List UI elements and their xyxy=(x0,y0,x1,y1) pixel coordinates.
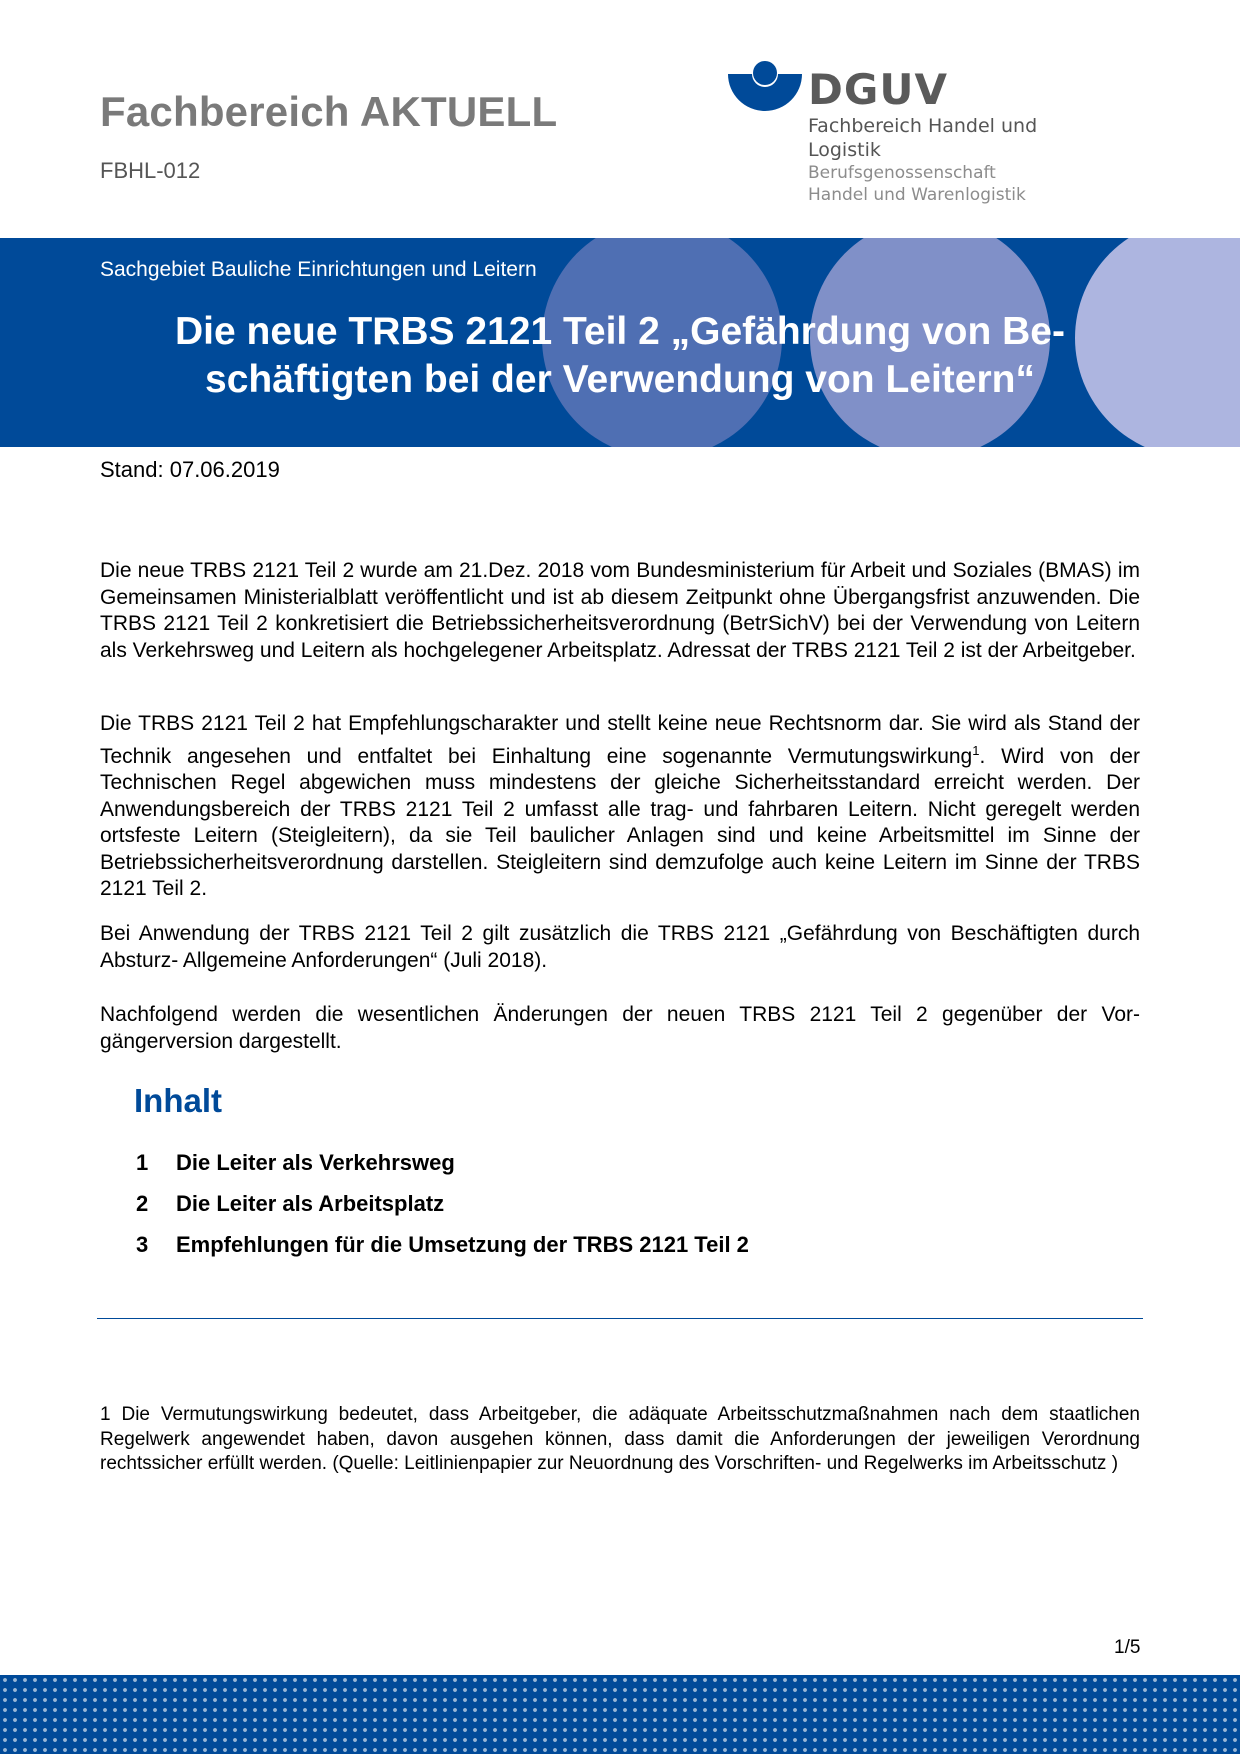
title-line-2: schäftigten bei der Verwendung von Leitern“ xyxy=(205,358,1035,401)
toc-item-label: Empfehlungen für die Umsetzung der TRBS 2121 Teil 2 xyxy=(176,1232,749,1257)
toc-item-label: Die Leiter als Verkehrsweg xyxy=(176,1150,455,1175)
toc-item[interactable] xyxy=(136,1150,749,1191)
logo-division: Fachbereich Handel und Logistik xyxy=(808,115,1038,161)
toc-item[interactable] xyxy=(136,1232,749,1273)
paragraph-2-end: . Wird von der Technischen Regel abgewichen muss mindestens der gleiche Sicherheitsstandard erreicht werden. Der Anwendungsbereich der TRBS 2121 Teil 2 umfasst alle trag- und fahrbaren Leitern. Nicht geregelt werden ortsfeste Leitern (Steigleitern), da sie Teil baulicher Anlagen sind und keine Arbeitsmittel im Sinne der Betriebssicherheitsverordnung darstellen. Steigleitern sind demzufolge auch keine Leitern im Sinne der TRBS 2121 Teil 2. xyxy=(100,744,1140,900)
dguv-logo-icon xyxy=(726,60,806,120)
stand-date: Stand: 07.06.2019 xyxy=(100,457,280,482)
title-banner xyxy=(0,238,1240,447)
document-title xyxy=(100,308,1140,404)
toc-heading: Inhalt xyxy=(134,1082,222,1119)
paragraph-2 xyxy=(100,711,1140,903)
banner-subtitle: Sachgebiet Bauliche Einrichtungen und Leitern xyxy=(100,258,537,281)
logo-org-line2: Handel und Warenlogistik xyxy=(808,185,1026,205)
paragraph-1: Die neue TRBS 2121 Teil 2 wurde am 21.Dez. 2018 vom Bundesministerium für Arbeit und Soziales (BMAS) im Gemeinsamen Ministerialblatt veröffentlicht und ist ab diesem Zeitpunkt ohne Übergangsfrist anzuwenden. Die TRBS 2121 Teil 2 konkretisiert die Betriebssicherheitsverordnung (BetrSichV) bei der Verwendung von Leitern als Verkehrsweg und Leitern als hochgelegener Arbeitsplatz. Adressat der TRBS 2121 Teil 2 ist der Arbeitgeber. xyxy=(100,559,1140,662)
page-header-title: Fachbereich AKTUELL xyxy=(100,88,558,135)
footnote-divider xyxy=(97,1318,1143,1319)
dguv-logo xyxy=(726,60,1106,205)
paragraph-4: Nachfolgend werden die wesentlichen Änderungen der neuen TRBS 2121 Teil 2 gegenüber der Vorgängerversion dargestellt. xyxy=(100,1003,1140,1053)
logo-name: DGUV xyxy=(808,65,948,114)
toc-item-number: 3 xyxy=(136,1232,149,1257)
toc-item-label: Die Leiter als Arbeitsplatz xyxy=(176,1191,445,1216)
footnote-reference[interactable]: 1 xyxy=(972,742,980,758)
title-line-1: Die neue TRBS 2121 Teil 2 „Gefährdung von Be- xyxy=(175,310,1065,353)
footer-band xyxy=(0,1675,1240,1754)
page-number: 1/5 xyxy=(1114,1637,1141,1658)
toc-item[interactable] xyxy=(136,1191,749,1232)
toc-item-number: 1 xyxy=(136,1150,149,1175)
paragraph-2-start: Die TRBS 2121 Teil 2 hat Empfehlungscharakter und stellt keine neue Rechtsnorm dar. Sie wird als Stand der Technik angesehen und entfaltet bei Einhaltung eine sogenannte Vermutungswirkung xyxy=(100,712,1140,768)
footnote: 1 Die Vermutungswirkung bedeutet, dass Arbeitgeber, die adäquate Arbeitsschutzmaßnahmen nach dem staatlichen Regelwerk angewendet haben, davon ausgehen können, dass damit die Anforderungen der jeweiligen Verordnung rechtssicher erfüllt werden. (Quelle: Leitlinienpapier zur Neuordnung des Vorschriften- und Regelwerks im Arbeitsschutz ) xyxy=(100,1404,1140,1474)
table-of-contents xyxy=(136,1150,749,1273)
document-code: FBHL-012 xyxy=(100,158,201,183)
logo-org-line1: Berufsgenossenschaft xyxy=(808,163,996,183)
paragraph-3: Bei Anwendung der TRBS 2121 Teil 2 gilt zusätzlich die TRBS 2121 „Gefährdung von Beschäftigten durch Absturz- Allgemeine Anforderungen“ (Juli 2018). xyxy=(100,922,1140,972)
toc-item-number: 2 xyxy=(136,1191,149,1216)
